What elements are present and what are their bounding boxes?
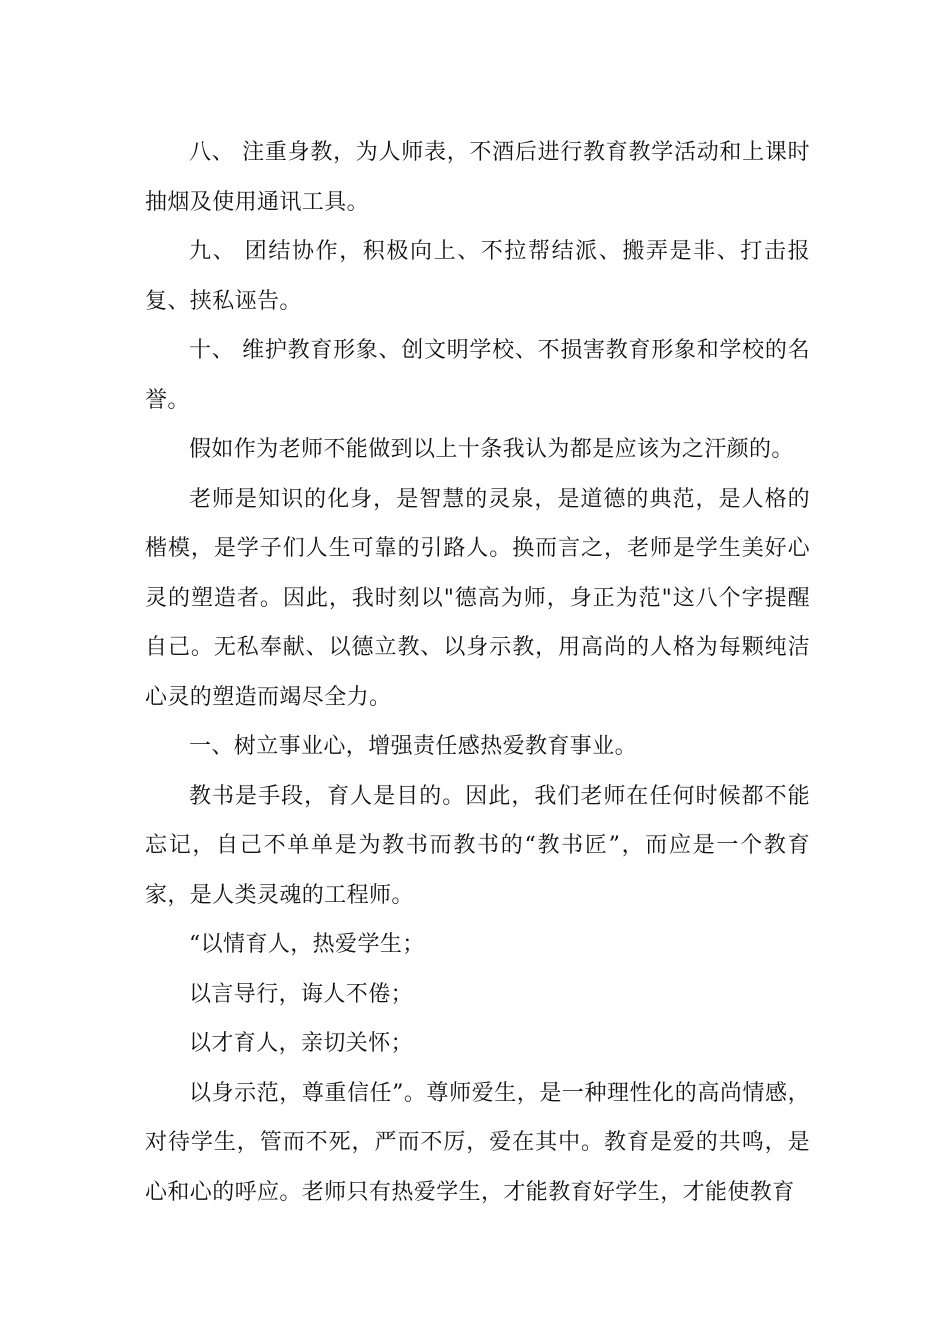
paragraph-quote-line-3: 以才育人，亲切关怀； [189, 1031, 414, 1056]
paragraph-summary: 假如作为老师不能做到以上十条我认为都是应该为之汗颜的。 [189, 437, 794, 462]
document-body [145, 128, 810, 1217]
paragraph-teacher-role: 老师是知识的化身，是智慧的灵泉，是道德的典范，是人格的楷模，是学子们人生可靠的引路人。换而言之，老师是学生美好心灵的塑造者。因此，我时刻以"德高为师，身正为范"这八个字提醒自己。无私奉献、以德立教、以身示教，用高尚的人格为每颗纯洁心灵的塑造而竭尽全力。 [145, 486, 810, 710]
paragraph-quote-line-1: “以情育人，热爱学生； [189, 932, 425, 957]
paragraph-teaching-purpose: 教书是手段，育人是目的。因此，我们老师在任何时候都不能忘记，自己不单单是为教书而教书的“教书匠”，而应是一个教育家，是人类灵魂的工程师。 [145, 783, 810, 908]
paragraph-item-9: 九、 团结协作，积极向上、不拉帮结派、搬弄是非、打击报复、挟私诬告。 [145, 239, 810, 314]
paragraph-item-8: 八、 注重身教，为人师表，不酒后进行教育教学活动和上课时抽烟及使用通讯工具。 [145, 140, 810, 215]
paragraph-quote-line-2: 以言导行，诲人不倦； [189, 981, 414, 1007]
paragraph-section-heading: 一、树立事业心，增强责任感热爱教育事业。 [189, 734, 638, 759]
paragraph-quote-conclusion: 以身示范，尊重信任”。尊师爱生，是一种理性化的高尚情感，对待学生，管而不死，严而不厉，爱在其中。教育是爱的共鸣，是心和心的呼应。老师只有热爱学生，才能教育好学生，才能使教育 [145, 1080, 810, 1205]
paragraph-item-10: 十、 维护教育形象、创文明学校、不损害教育形象和学校的名誉。 [145, 338, 810, 413]
